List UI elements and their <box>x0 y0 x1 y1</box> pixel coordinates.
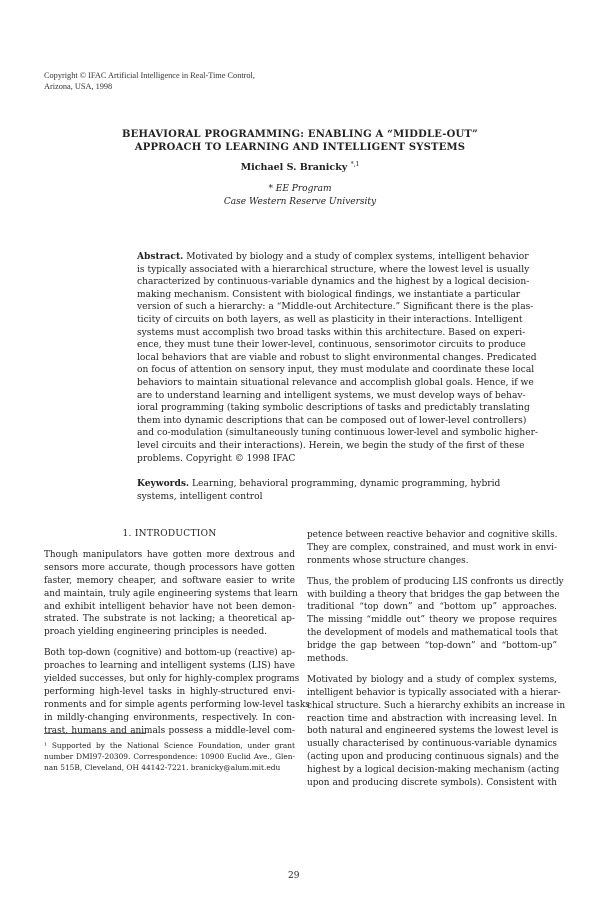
text-line <box>137 415 527 428</box>
text-line <box>307 777 557 790</box>
line-text: proaches to learning and intelligent systems (LIS) have <box>44 661 295 672</box>
text-line <box>137 491 466 504</box>
paragraph <box>307 529 557 568</box>
footnote-rule <box>44 733 146 734</box>
paragraph <box>44 549 298 639</box>
text-line <box>137 264 530 277</box>
text-line <box>44 562 295 575</box>
text-line <box>307 601 557 614</box>
line-text: faster, memory cheaper, and software easier to write <box>44 575 295 586</box>
author-name: Michael S. Branicky <box>240 162 348 174</box>
text-line <box>137 402 530 415</box>
paper-title <box>0 128 600 154</box>
text-line <box>137 364 535 377</box>
line-text: systems, intelligent control <box>137 491 263 502</box>
text-line <box>137 352 537 365</box>
left-column <box>44 549 310 745</box>
line-text: problems. Copyright © 1998 IFAC <box>137 453 296 464</box>
line-text: ticity of circuits on both layers, as well as plasticity in their interactions. Intelligent <box>137 314 523 325</box>
line-text: are to understand learning and intelligent systems, we must develop ways of behav- <box>137 390 526 401</box>
text-line <box>44 712 295 725</box>
text-line <box>44 613 295 626</box>
line-text: and maintain, truly agile engineering systems that learn <box>44 588 298 599</box>
line-text: with building a theory that bridges the gap between the <box>307 589 560 600</box>
keywords <box>137 478 501 503</box>
paragraph <box>307 576 564 666</box>
line-text: methods. <box>307 654 349 665</box>
text-line <box>44 673 300 686</box>
line-text: and exhibit intelligent behavior have not been demon- <box>44 601 295 612</box>
text-line <box>137 440 525 453</box>
line-text: ioral programming (taking symbolic descriptions of tasks and predictably translating <box>137 403 530 414</box>
text-line <box>137 478 501 491</box>
text-line <box>44 647 295 660</box>
line-text: ronments whose structure changes. <box>307 555 469 566</box>
line-text: both natural and engineered systems the lowest level is <box>307 726 559 737</box>
text-line <box>307 653 557 666</box>
text-line <box>307 751 557 764</box>
line-text: Motivated by biology and a study of complex systems, intelligent behavior <box>186 252 529 262</box>
paragraph <box>44 647 310 737</box>
text-line <box>137 339 526 352</box>
author <box>0 161 600 173</box>
line-text: ronments and for simple agents performing low-level tasks <box>44 699 310 710</box>
text-line <box>307 738 557 751</box>
line-text: reaction time and abstraction with increasing level. In <box>307 713 557 724</box>
line-text: making mechanism. Consistent with biological findings, we instantiate a particular <box>137 289 521 300</box>
line-text: ence, they must tune their lower-level, continuous, sensorimotor circuits to produce <box>137 340 526 351</box>
text-line <box>137 301 534 314</box>
paragraph <box>307 674 566 790</box>
text-line <box>307 614 557 627</box>
line-text: Though manipulators have gotten more dextrous and <box>44 550 295 560</box>
line-text: performing high-level tasks in highly-structured envi- <box>44 686 295 697</box>
line-text: level circuits and their interactions). Herein, we begin the study of the first of these <box>137 440 525 451</box>
line-text: yielded successes, but only for highly-complex programs <box>44 674 300 685</box>
line-text: chical structure. Such a hierarchy exhibits an increase in <box>307 700 566 711</box>
text-line <box>44 601 295 614</box>
text-line <box>44 752 295 763</box>
line-text: bridge the gap between “top-down” and “bottom-up” <box>307 641 557 652</box>
affiliation-line: * EE Program <box>268 184 332 194</box>
section-heading: 1. INTRODUCTION <box>122 529 217 539</box>
line-text: highest by a logical decision-making mechanism (acting <box>307 765 560 776</box>
text-line <box>44 626 295 639</box>
text-line <box>307 725 557 738</box>
text-line <box>44 686 295 699</box>
line-text: nan 515B, Cleveland, OH 44142-7221. branicky@alum.mit.edu <box>44 762 281 772</box>
text-line <box>307 687 561 700</box>
title-line: APPROACH TO LEARNING AND INTELLIGENT SYSTEMS <box>134 142 466 153</box>
text-line <box>137 314 523 327</box>
text-line <box>44 763 295 774</box>
line-text: traditional “top down” and “bottom up” approaches. <box>307 602 557 613</box>
text-line <box>137 289 521 302</box>
text-line <box>137 327 526 340</box>
line-text: Thus, the problem of producing LIS confronts us directly <box>307 576 564 587</box>
line-text: ¹ Supported by the National Science Foundation, under grant <box>44 741 295 750</box>
line-text: is typically associated with a hierarchical structure, where the lowest level is usually <box>137 264 530 275</box>
copyright-line: Copyright © IFAC Artificial Intelligence in Real-Time Control, <box>44 71 255 80</box>
line-text: (acting upon and producing continuous signals) and the <box>307 752 559 763</box>
text-line <box>307 529 557 542</box>
affiliation <box>0 183 600 209</box>
line-text: systems must accomplish two broad tasks within this architecture. Based on experi- <box>137 327 526 338</box>
line-text: the development of models and mathematical tools that <box>307 628 558 639</box>
line-text: The missing “middle out” theory we propose requires <box>307 615 557 626</box>
line-text: strated. The substrate is not lacking; a theoretical ap- <box>44 614 295 625</box>
text-line <box>307 640 557 653</box>
line-text: number DMI97-20309. Correspondence: 10900 Euclid Ave., Glen- <box>44 751 295 761</box>
line-text: Motivated by biology and a study of complex systems, <box>307 674 557 685</box>
line-text: trast, humans and animals possess a middle-level com- <box>44 725 295 736</box>
text-line <box>137 251 529 264</box>
text-line <box>44 699 310 712</box>
text-line <box>307 700 566 713</box>
text-line <box>307 627 557 640</box>
line-text: intelligent behavior is typically associated with a hierar- <box>307 687 561 698</box>
title-line: BEHAVIORAL PROGRAMMING: ENABLING A “MIDDLE-OUT” <box>121 129 479 140</box>
text-line <box>44 575 295 588</box>
right-column <box>307 529 566 798</box>
line-text: petence between reactive behavior and cognitive skills. <box>307 530 558 540</box>
copyright-line: Arizona, USA, 1998 <box>44 82 113 91</box>
text-line <box>307 764 560 777</box>
text-line <box>137 453 466 466</box>
text-line <box>44 549 295 562</box>
text-line <box>137 390 526 403</box>
line-text: on focus of attention on sensory input, they must modulate and coordinate these local <box>137 365 535 376</box>
line-text: behaviors to maintain situational relevance and accomplish global goals. Hence, if we <box>137 377 534 388</box>
text-line <box>307 542 557 555</box>
text-line <box>44 741 295 752</box>
abstract <box>137 251 539 465</box>
line-text: upon and producing discrete symbols). Consistent with <box>307 778 557 789</box>
line-text: local behaviors that are viable and robust to slight environmental changes. Predicated <box>137 352 537 363</box>
text-line <box>307 589 560 602</box>
lead-label: Keywords. <box>137 478 190 489</box>
footnote <box>44 741 295 773</box>
text-line <box>137 427 539 440</box>
page-number: 29 <box>288 871 300 881</box>
line-text: and co-modulation (simultaneously tuning continuous lower-level and symbolic higher- <box>137 428 539 439</box>
author-marks: *,1 <box>350 161 360 168</box>
line-text: sensors more accurate, though processors have gotten <box>44 562 295 573</box>
line-text: them into dynamic descriptions that can be composed out of lower-level controllers) <box>137 415 527 426</box>
text-line <box>44 588 298 601</box>
line-text: characterized by continuous-variable dynamics and the highest by a logical decision- <box>137 277 530 288</box>
lead-label: Abstract. <box>137 251 184 262</box>
text-line <box>307 713 557 726</box>
affiliation-line: Case Western Reserve University <box>223 197 377 207</box>
text-line <box>307 674 557 687</box>
line-text: Both top-down (cognitive) and bottom-up (reactive) ap- <box>44 648 295 659</box>
line-text: usually characterised by continuous-variable dynamics <box>307 739 557 750</box>
line-text: version of such a hierarchy: a “Middle-out Architecture.” Significant there is the plas- <box>137 302 534 313</box>
text-line <box>307 555 557 568</box>
text-line <box>44 660 295 673</box>
line-text: proach yielding engineering principles is needed. <box>44 627 268 638</box>
line-text: Learning, behavioral programming, dynamic programming, hybrid <box>192 479 501 489</box>
text-line <box>307 576 564 589</box>
line-text: They are complex, constrained, and must work in envi- <box>307 542 557 553</box>
text-line <box>137 377 534 390</box>
line-text: in mildly-changing environments, respectively. In con- <box>44 712 295 723</box>
text-line <box>44 725 295 738</box>
text-line <box>137 276 530 289</box>
copyright-notice <box>44 70 255 92</box>
